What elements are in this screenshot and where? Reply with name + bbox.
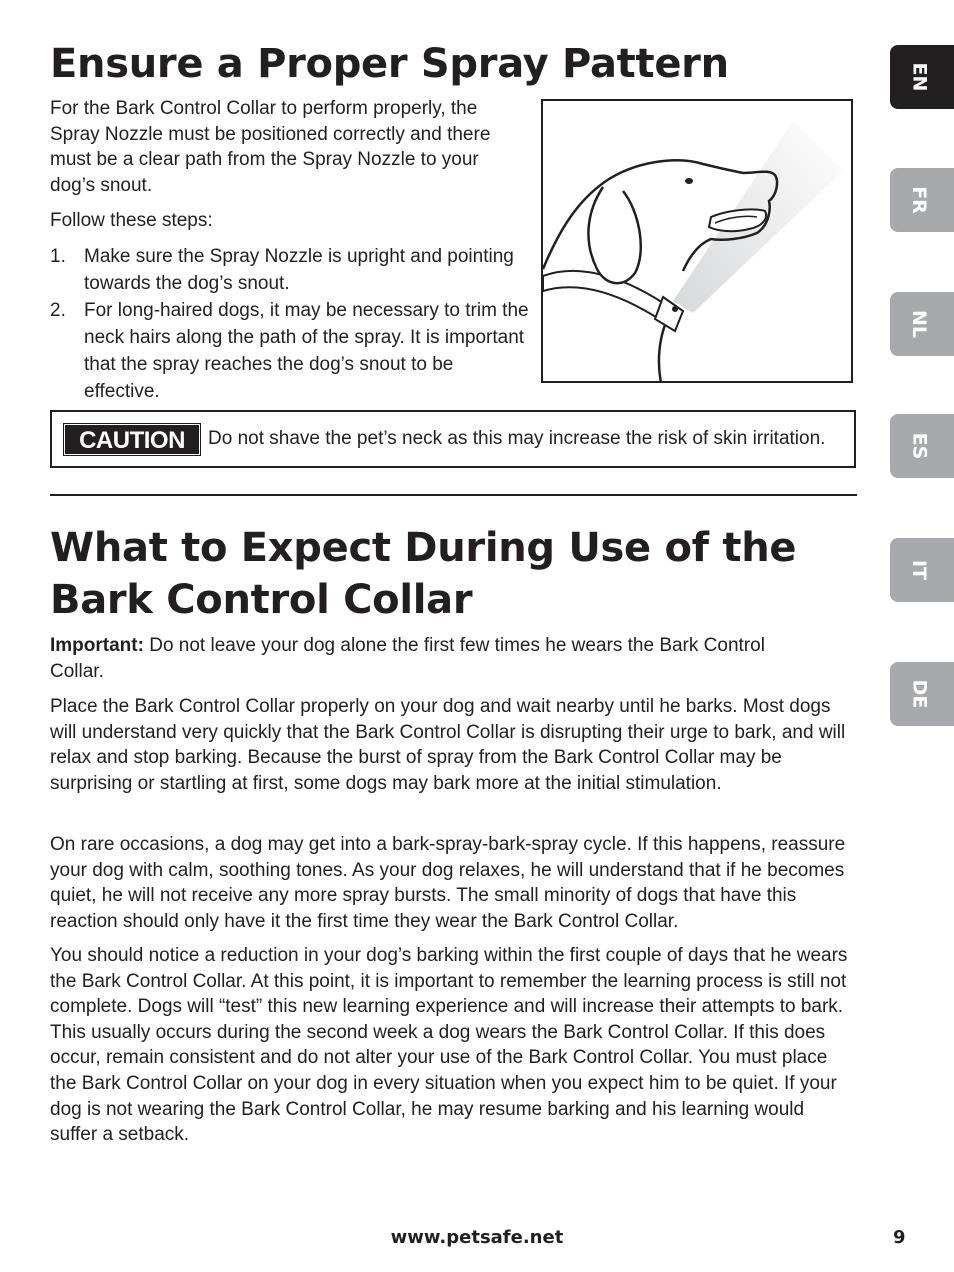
important-text: Do not leave your dog alone the first few times he wears the Bark Control Collar.	[50, 635, 765, 682]
important-paragraph	[50, 633, 810, 684]
body-paragraph: Place the Bark Control Collar properly on your dog and wait nearby until he barks. Most dogs will understand very quickly that the Bark Control Collar is disrupting their urge to bark, and will relax and stop barking. Because the burst of spray from the Bark Control Collar may be surprising or startling at first, some dogs may bark more at the initial stimulation.	[50, 696, 846, 794]
body-paragraph: On rare occasions, a dog may get into a bark-spray-bark-spray cycle. If this happens, reassure your dog with calm, soothing tones. As your dog relaxes, he will understand that if he becomes quiet, he will not receive any more spray bursts. The small minority of dogs that have this reaction should only have it the first time they wear the Bark Control Collar.	[50, 834, 846, 932]
footer-url: www.petsafe.net	[390, 1227, 564, 1248]
language-tab-fr[interactable]	[890, 168, 954, 232]
language-tab-es[interactable]	[890, 414, 954, 478]
step-text: Make sure the Spray Nozzle is upright and pointing towards the dog’s snout.	[84, 246, 514, 294]
language-tab-en[interactable]	[890, 45, 954, 109]
body-paragraph: You should notice a reduction in your dog’s barking within the first couple of days that he wears the Bark Control Collar. At this point, it is important to remember the learning process is still not complete. Dogs will “test” this new learning experience and will increase their attempts to bark. This usually occurs during the second week a dog wears the Bark Control Collar. If this does occur, remain consistent and do not alter your use of the Bark Control Collar. You must place the Bark Control Collar on your dog in every situation when you expect him to be quiet. If your dog is not wearing the Bark Control Collar, he may resume barking and his learning would suffer a setback.	[50, 945, 848, 1146]
dog-spray-illustration	[541, 99, 853, 383]
section-divider	[50, 494, 857, 496]
step-number: 1.	[50, 246, 66, 267]
steps-list	[50, 243, 530, 405]
section-title-what-to-expect: What to Expect During Use of the Bark Control Collar	[50, 525, 797, 623]
step-text: For long-haired dogs, it may be necessary to trim the neck hairs along the path of the spray. It is important that the spray reaches the dog’s snout to be effective.	[84, 300, 529, 402]
language-tab-label: NL	[907, 309, 930, 339]
language-tab-label: IT	[908, 559, 930, 581]
follow-steps-label: Follow these steps:	[50, 210, 213, 231]
intro-paragraph: For the Bark Control Collar to perform properly, the Spray Nozzle must be positioned correctly and there must be a clear path from the Spray Nozzle to your dog’s snout.	[50, 98, 491, 196]
caution-box	[50, 410, 856, 468]
language-tab-nl[interactable]	[890, 292, 954, 356]
caution-badge: CAUTION	[64, 424, 200, 455]
section-title-spray-pattern: Ensure a Proper Spray Pattern	[50, 41, 729, 87]
language-tab-label: EN	[907, 62, 930, 92]
language-tab-de[interactable]	[890, 662, 954, 726]
caution-text: Do not shave the pet’s neck as this may increase the risk of skin irritation.	[208, 428, 826, 449]
list-item	[50, 297, 530, 405]
important-label: Important:	[50, 635, 144, 656]
language-tab-label: ES	[907, 432, 930, 460]
language-tab-label: DE	[907, 679, 930, 709]
language-tab-it[interactable]	[890, 538, 954, 602]
page-number: 9	[893, 1227, 906, 1248]
step-number: 2.	[50, 300, 66, 321]
language-tab-label: FR	[907, 186, 930, 214]
list-item	[50, 243, 530, 297]
dog-head-icon	[543, 101, 851, 381]
